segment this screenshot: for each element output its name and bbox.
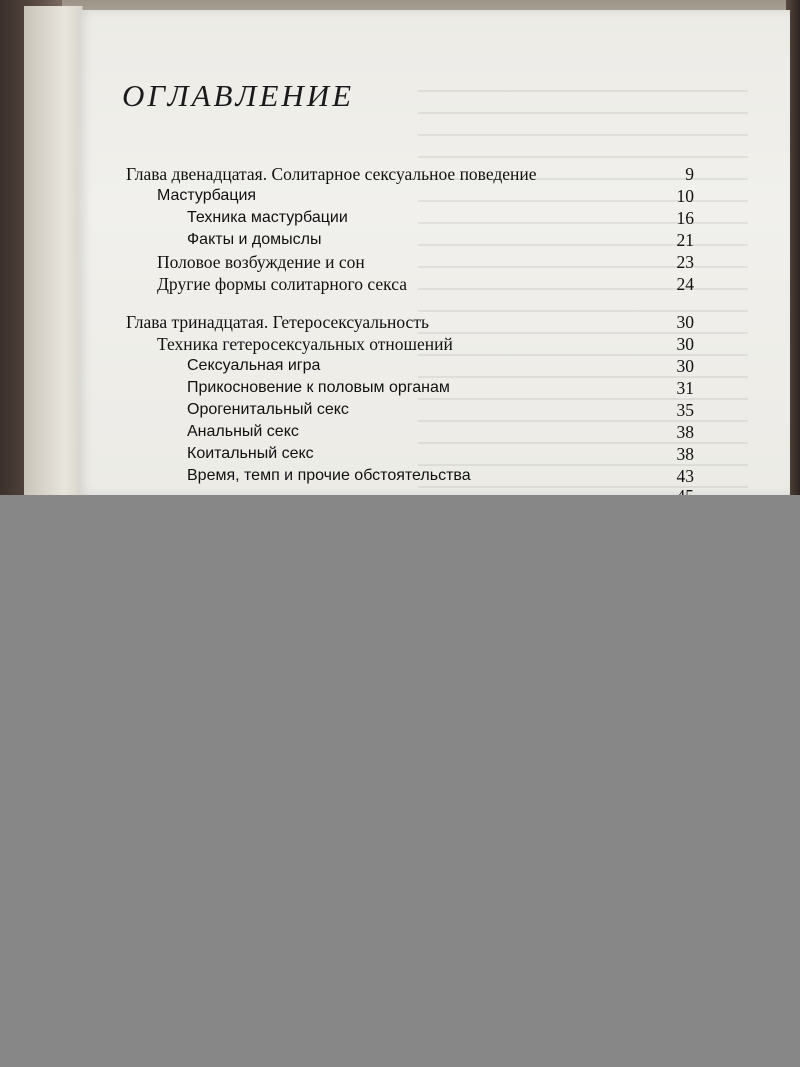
toc-entry-page: 38 xyxy=(676,444,694,464)
toc-entry-page: 30 xyxy=(676,334,694,354)
toc-entry-text: Факты и домыслы xyxy=(187,231,322,248)
toc-entry-page: 30 xyxy=(676,356,694,376)
redaction-overlay xyxy=(0,495,800,1067)
book-page-edge xyxy=(24,6,83,495)
page-title: ОГЛАВЛЕНИЕ xyxy=(122,78,355,113)
toc-entry-text: Глава тринадцатая. Гетеросексуальность xyxy=(126,312,429,332)
toc-entry-page: 30 xyxy=(676,312,694,332)
toc-entry-text: Коитальный секс xyxy=(187,445,314,462)
toc-entry-page: 16 xyxy=(676,208,694,228)
toc-entry-page: 38 xyxy=(676,422,694,442)
toc-entry-text: Половое возбуждение и сон xyxy=(157,252,365,272)
toc-entry-text: Другие формы солитарного секса xyxy=(157,274,407,294)
toc-entry-page: 43 xyxy=(676,466,694,486)
toc-entry-text: Время, темп и прочие обстоятельства xyxy=(187,467,471,484)
toc-entry-text: Глава двенадцатая. Солитарное сексуальное поведение xyxy=(126,164,537,184)
toc-entry-page: 23 xyxy=(676,252,694,272)
toc-entry-page: 9 xyxy=(685,164,694,184)
toc-entry-text: Сексуальная игра xyxy=(187,357,321,374)
toc-entry-text: Орогенитальный секс xyxy=(187,401,349,418)
toc-entry-page: 10 xyxy=(676,186,694,206)
toc-entry-page: 31 xyxy=(676,378,694,398)
toc-entry-text: Техника гетеросексуальных отношений xyxy=(157,334,453,354)
toc-entry-page xyxy=(634,484,694,495)
toc-entry-text: Прикосновение к половым органам xyxy=(187,379,450,396)
toc-entry-page: 21 xyxy=(676,230,694,250)
toc-entry-text: Мастурбация xyxy=(157,187,257,204)
toc-entry-text: Техника мастурбации xyxy=(187,209,348,226)
toc-entry-page: 24 xyxy=(676,274,694,294)
toc-entry-page: 35 xyxy=(676,400,694,420)
show-through-text xyxy=(418,90,748,490)
toc-entry-text: Анальный секс xyxy=(187,423,299,440)
